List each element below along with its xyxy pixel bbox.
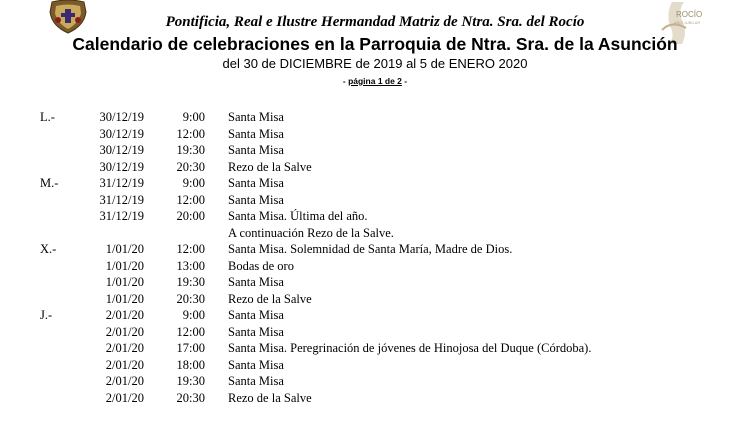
row-description: Santa Misa <box>228 308 284 322</box>
row-description: Santa Misa <box>228 192 284 207</box>
row-date: 2/01/20 <box>105 390 144 405</box>
row-description: Santa Misa <box>228 126 284 141</box>
row-day: M.- <box>40 176 59 190</box>
row-time: 20:30 <box>176 159 205 174</box>
row-description: Santa Misa. Peregrinación de jóvenes de Hinojosa del Duque (Córdoba). <box>228 341 592 355</box>
schedule-row <box>0 160 750 177</box>
row-date: 30/12/19 <box>99 159 144 174</box>
row-description: Santa Misa <box>228 110 284 124</box>
row-time: 19:30 <box>176 374 205 388</box>
row-date: 2/01/20 <box>105 341 144 355</box>
page-title: Calendario de celebraciones en la Parroquia de Ntra. Sra. de la Asunción <box>72 34 678 54</box>
row-date: 1/01/20 <box>105 275 144 289</box>
schedule-row <box>0 308 750 325</box>
schedule-row <box>0 209 750 226</box>
row-description: A continuación Rezo de la Salve. <box>228 225 394 240</box>
schedule-row <box>0 176 750 193</box>
row-description: Santa Misa <box>228 143 284 157</box>
row-date: 30/12/19 <box>99 143 144 157</box>
page-number: página 1 de 2 <box>348 76 402 86</box>
row-time: 17:00 <box>176 341 205 355</box>
row-date: 1/01/20 <box>105 242 144 256</box>
row-day: J.- <box>40 308 53 322</box>
schedule-row <box>0 341 750 358</box>
page-prefix: - <box>342 76 349 86</box>
row-description: Santa Misa. Última del año. <box>228 209 368 223</box>
row-time: 20:00 <box>176 209 205 223</box>
row-description: Santa Misa. Solemnidad de Santa María, Madre de Dios. <box>228 242 513 256</box>
row-date: 31/12/19 <box>99 192 144 207</box>
row-day: L.- <box>40 110 55 124</box>
row-time: 9:00 <box>182 176 205 190</box>
schedule-row <box>0 127 750 144</box>
row-description: Santa Misa <box>228 176 284 190</box>
row-time: 20:30 <box>176 390 205 405</box>
row-description: Santa Misa <box>228 275 284 289</box>
row-date: 31/12/19 <box>99 209 144 223</box>
row-description: Rezo de la Salve <box>228 390 312 405</box>
schedule-row <box>0 143 750 160</box>
schedule-row <box>0 374 750 391</box>
row-time: 19:30 <box>176 143 205 157</box>
schedule-row <box>0 292 750 309</box>
row-description: Bodas de oro <box>228 258 294 273</box>
schedule-row <box>0 259 750 276</box>
row-time: 20:30 <box>176 291 205 306</box>
row-date: 2/01/20 <box>105 374 144 388</box>
page-indicator <box>0 76 750 86</box>
schedule-row <box>0 391 750 408</box>
row-date: 2/01/20 <box>105 324 144 339</box>
schedule-row <box>0 193 750 210</box>
schedule-row <box>0 226 750 243</box>
row-time: 9:00 <box>182 308 205 322</box>
row-date: 2/01/20 <box>105 308 144 322</box>
schedule-row <box>0 110 750 127</box>
row-time: 19:30 <box>176 275 205 289</box>
row-day: X.- <box>40 242 57 256</box>
row-date: 1/01/20 <box>105 258 144 273</box>
row-description: Santa Misa <box>228 357 284 372</box>
row-time: 12:00 <box>176 126 205 141</box>
row-time: 9:00 <box>182 110 205 124</box>
row-date: 2/01/20 <box>105 357 144 372</box>
row-description: Rezo de la Salve <box>228 291 312 306</box>
row-date: 1/01/20 <box>105 291 144 306</box>
schedule-row <box>0 358 750 375</box>
row-time: 12:00 <box>176 192 205 207</box>
schedule-row <box>0 275 750 292</box>
row-date: 30/12/19 <box>99 126 144 141</box>
schedule-row <box>0 325 750 342</box>
page-suffix: - <box>401 76 408 86</box>
logo-text: ROCÍO <box>676 10 703 19</box>
row-description: Santa Misa <box>228 374 284 388</box>
schedule-row <box>0 242 750 259</box>
row-date: 30/12/19 <box>99 110 144 124</box>
hermandad-name: Pontificia, Real e Ilustre Hermandad Matriz de Ntra. Sra. del Rocío <box>165 14 585 30</box>
row-time: 12:00 <box>176 324 205 339</box>
row-description: Santa Misa <box>228 324 284 339</box>
schedule-list <box>0 110 750 407</box>
row-date: 31/12/19 <box>99 176 144 190</box>
logo-subtext: AÑO JUBILAR <box>674 20 701 25</box>
row-time: 12:00 <box>176 242 205 256</box>
date-range: del 30 de DICIEMBRE de 2019 al 5 de ENERO 2020 <box>222 56 528 71</box>
row-time: 18:00 <box>176 357 205 372</box>
row-description: Rezo de la Salve <box>228 159 312 174</box>
row-time: 13:00 <box>176 258 205 273</box>
